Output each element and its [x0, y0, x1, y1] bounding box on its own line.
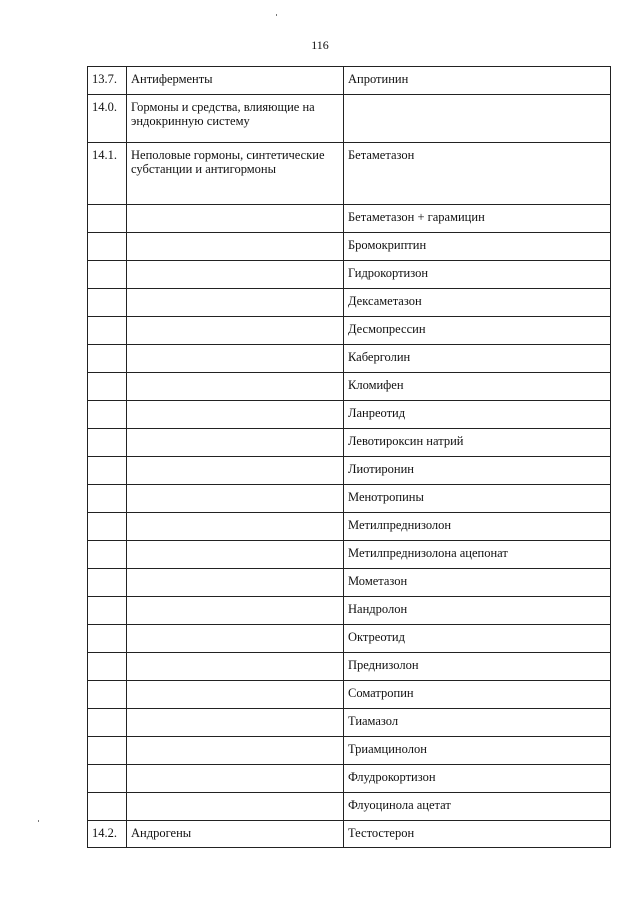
- drug-name-cell: Тиамазол: [344, 709, 611, 737]
- drug-name-cell: Бромокриптин: [344, 233, 611, 261]
- table-row: [88, 233, 611, 261]
- drug-name-cell: Менотропины: [344, 485, 611, 513]
- table-row: [88, 709, 611, 737]
- group-name-cell: Неполовые гормоны, синтетические субстанции и антигормоны: [127, 143, 344, 205]
- group-name-cell: Андрогены: [127, 821, 344, 848]
- table-row: [88, 401, 611, 429]
- table-row: [88, 485, 611, 513]
- drug-name-cell: Кломифен: [344, 373, 611, 401]
- section-number-cell: [88, 681, 127, 709]
- group-name-cell: Гормоны и средства, влияющие на эндокринную систему: [127, 95, 344, 143]
- group-name-cell: [127, 541, 344, 569]
- section-number-cell: [88, 625, 127, 653]
- section-number-cell: [88, 653, 127, 681]
- drug-name-cell: Метилпреднизолона ацепонат: [344, 541, 611, 569]
- group-name-cell: [127, 485, 344, 513]
- table-row: [88, 737, 611, 765]
- table-row: [88, 289, 611, 317]
- drug-name-cell: Ланреотид: [344, 401, 611, 429]
- drug-name-cell: Апротинин: [344, 67, 611, 95]
- section-number-cell: [88, 261, 127, 289]
- section-number-cell: [88, 597, 127, 625]
- table-row: [88, 653, 611, 681]
- table-row: [88, 345, 611, 373]
- drug-name-cell: Бетаметазон: [344, 143, 611, 205]
- group-name-cell: [127, 681, 344, 709]
- group-name-cell: [127, 457, 344, 485]
- table-row: [88, 261, 611, 289]
- table-row: [88, 541, 611, 569]
- section-number-cell: [88, 401, 127, 429]
- section-number-cell: [88, 709, 127, 737]
- section-number-cell: [88, 793, 127, 821]
- section-number-cell: 14.0.: [88, 95, 127, 143]
- scan-speck: [38, 820, 39, 822]
- group-name-cell: [127, 401, 344, 429]
- group-name-cell: [127, 289, 344, 317]
- drug-name-cell: Тестостерон: [344, 821, 611, 848]
- table-row: [88, 681, 611, 709]
- section-number-cell: [88, 569, 127, 597]
- drug-name-cell: Преднизолон: [344, 653, 611, 681]
- section-number-cell: 13.7.: [88, 67, 127, 95]
- drug-name-cell: Бетаметазон + гарамицин: [344, 205, 611, 233]
- group-name-cell: [127, 345, 344, 373]
- group-name-cell: [127, 569, 344, 597]
- group-name-cell: [127, 317, 344, 345]
- section-number-cell: [88, 513, 127, 541]
- section-number-cell: [88, 289, 127, 317]
- group-name-cell: [127, 625, 344, 653]
- section-number-cell: [88, 765, 127, 793]
- drug-name-cell: Триамцинолон: [344, 737, 611, 765]
- group-name-cell: [127, 597, 344, 625]
- group-name-cell: [127, 205, 344, 233]
- drug-name-cell: Флуоцинола ацетат: [344, 793, 611, 821]
- group-name-cell: [127, 765, 344, 793]
- drug-name-cell: Соматропин: [344, 681, 611, 709]
- page-number: 116: [311, 38, 329, 52]
- drug-name-cell: Лиотиронин: [344, 457, 611, 485]
- section-number-cell: [88, 233, 127, 261]
- table-row: [88, 625, 611, 653]
- group-name-cell: [127, 653, 344, 681]
- section-number-cell: 14.2.: [88, 821, 127, 848]
- section-number-cell: 14.1.: [88, 143, 127, 205]
- table-row: [88, 513, 611, 541]
- table-row: [88, 143, 611, 205]
- group-name-cell: [127, 793, 344, 821]
- section-number-cell: [88, 541, 127, 569]
- drug-name-cell: Дексаметазон: [344, 289, 611, 317]
- drug-name-cell: [344, 95, 611, 143]
- group-name-cell: [127, 709, 344, 737]
- section-number-cell: [88, 737, 127, 765]
- table-row: [88, 765, 611, 793]
- drug-name-cell: Нандролон: [344, 597, 611, 625]
- drug-name-cell: Октреотид: [344, 625, 611, 653]
- drug-name-cell: Метилпреднизолон: [344, 513, 611, 541]
- drug-name-cell: Флудрокортизон: [344, 765, 611, 793]
- table-row: [88, 373, 611, 401]
- drug-name-cell: Каберголин: [344, 345, 611, 373]
- section-number-cell: [88, 205, 127, 233]
- table-row: [88, 317, 611, 345]
- table-row: [88, 67, 611, 95]
- group-name-cell: [127, 513, 344, 541]
- drug-name-cell: Левотироксин натрий: [344, 429, 611, 457]
- drug-name-cell: Мометазон: [344, 569, 611, 597]
- table-row: [88, 793, 611, 821]
- group-name-cell: [127, 261, 344, 289]
- section-number-cell: [88, 457, 127, 485]
- section-number-cell: [88, 429, 127, 457]
- section-number-cell: [88, 317, 127, 345]
- table-row: [88, 429, 611, 457]
- scan-speck: [276, 14, 277, 16]
- group-name-cell: [127, 429, 344, 457]
- table-row: [88, 457, 611, 485]
- drug-table: [87, 66, 611, 848]
- section-number-cell: [88, 345, 127, 373]
- table-row: [88, 205, 611, 233]
- drug-name-cell: Гидрокортизон: [344, 261, 611, 289]
- group-name-cell: Антиферменты: [127, 67, 344, 95]
- table-row: [88, 821, 611, 848]
- drug-name-cell: Десмопрессин: [344, 317, 611, 345]
- table-row: [88, 95, 611, 143]
- table-body: [88, 67, 611, 848]
- group-name-cell: [127, 233, 344, 261]
- table-row: [88, 569, 611, 597]
- group-name-cell: [127, 737, 344, 765]
- table-row: [88, 597, 611, 625]
- section-number-cell: [88, 485, 127, 513]
- section-number-cell: [88, 373, 127, 401]
- group-name-cell: [127, 373, 344, 401]
